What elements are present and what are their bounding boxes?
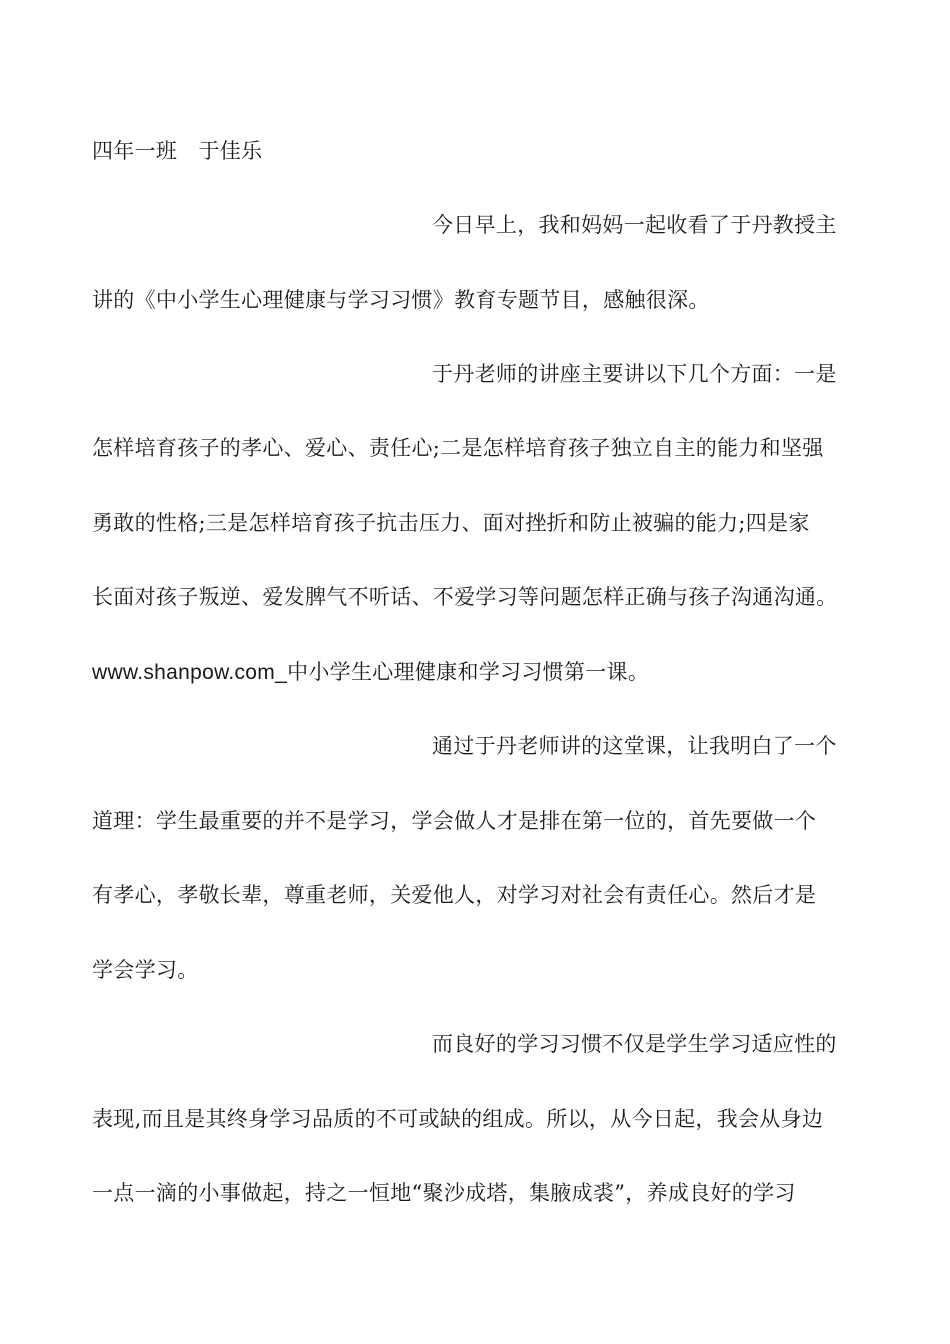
paragraph-3-line-3: 有孝心，孝敬长辈，尊重老师，关爱他人，对学习对社会有责任心。然后才是 xyxy=(92,883,817,907)
paragraph-2-line-4: 长面对孩子叛逆、爱发脾气不听话、不爱学习等问题怎样正确与孩子沟通沟通。 xyxy=(92,585,838,609)
paragraph-3-line-4: 学会学习。 xyxy=(92,958,199,982)
paragraph-2-line-1: 于丹老师的讲座主要讲以下几个方面：一是 xyxy=(432,362,837,386)
paragraph-3-line-2: 道理：学生最重要的并不是学习，学会做人才是排在第一位的，首先要做一个 xyxy=(92,809,817,833)
source-line xyxy=(92,657,649,688)
paragraph-2-line-3: 勇敢的性格;三是怎样培育孩子抗击压力、面对挫折和防止被骗的能力;四是家 xyxy=(92,511,810,535)
paragraph-1-line-2: 讲的《中小学生心理健康与学习习惯》教育专题节目，感触很深。 xyxy=(92,288,710,312)
source-title: 中小学生心理健康和学习习惯第一课。 xyxy=(287,660,650,684)
source-url: www.shanpow.com_ xyxy=(92,661,288,684)
paragraph-4-line-3: 一点一滴的小事做起，持之一恒地“聚沙成塔，集腋成裘”，养成良好的学习 xyxy=(92,1181,796,1205)
paragraph-4-line-1: 而良好的学习习惯不仅是学生学习适应性的 xyxy=(432,1032,837,1056)
paragraph-3-line-1: 通过于丹老师讲的这堂课，让我明白了一个 xyxy=(432,734,837,758)
paragraph-2-line-2: 怎样培育孩子的孝心、爱心、责任心;二是怎样培育孩子独立自主的能力和坚强 xyxy=(92,436,824,460)
author-header: 四年一班 于佳乐 xyxy=(92,139,263,163)
paragraph-1-line-1: 今日早上，我和妈妈一起收看了于丹教授主 xyxy=(432,213,837,237)
paragraph-4-line-2: 表现,而且是其终身学习品质的不可或缺的组成。所以，从今日起，我会从身边 xyxy=(92,1107,824,1131)
